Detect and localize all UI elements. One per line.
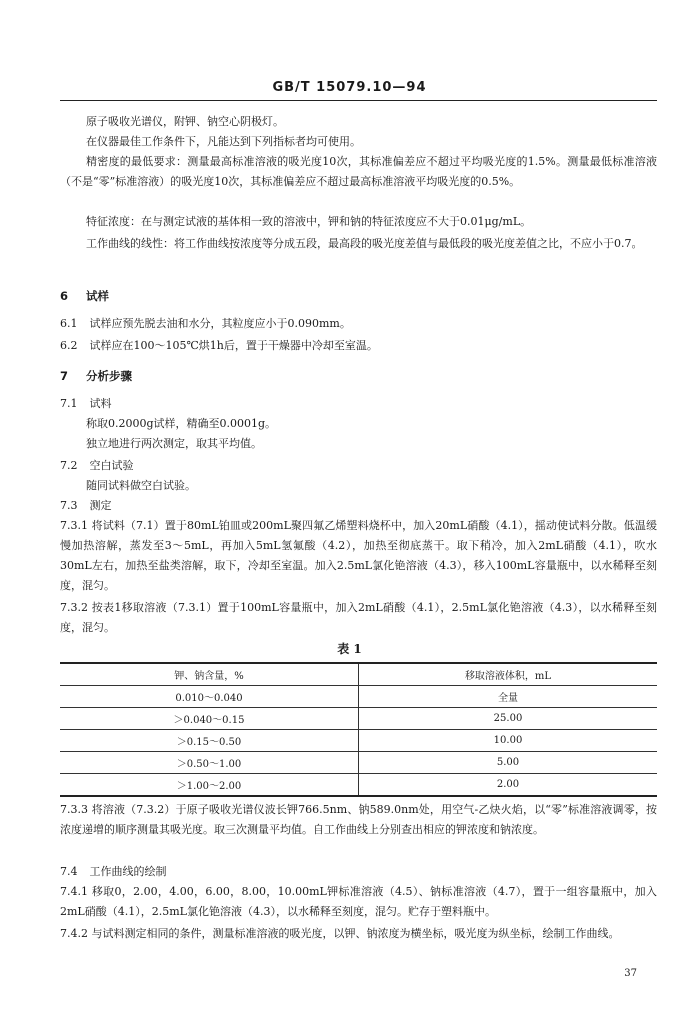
table-caption: 表 1	[337, 642, 362, 656]
table-header-row	[60, 663, 657, 686]
section-7-heading	[60, 366, 132, 386]
table-cell: 全量	[359, 686, 658, 708]
table-cell: ＞0.15～0.50	[60, 730, 359, 752]
table-row	[60, 708, 657, 730]
section-7-1-paragraph-2: 独立地进行两次测定，取其平均值。	[86, 437, 262, 450]
table-cell: 2.00	[359, 774, 658, 797]
table-row	[60, 686, 657, 708]
section-7-2-paragraph: 随同试料做空白试验。	[86, 479, 196, 492]
table-cell: 5.00	[359, 752, 658, 774]
table-cell: 0.010～0.040	[60, 686, 359, 708]
section-7-3-heading: 7.3 测定	[60, 499, 112, 512]
section-7-1-heading: 7.1 试料	[60, 397, 112, 410]
intro-paragraph-5: 工作曲线的线性：将工作曲线按浓度等分成五段，最高段的吸光度差值与最低段的吸光度差值之比，不应小于0.7。	[86, 237, 643, 250]
section-6-heading	[60, 286, 109, 306]
intro-paragraph-1: 原子吸收光谱仪，附钾、钠空心阴极灯。	[86, 115, 284, 128]
table-cell: 10.00	[359, 730, 658, 752]
table-row	[60, 730, 657, 752]
page-number: 37	[624, 968, 637, 979]
table-cell: 25.00	[359, 708, 658, 730]
table-row	[60, 752, 657, 774]
section-6-number: 6	[60, 289, 69, 303]
header-rule	[60, 100, 657, 101]
section-6-2: 6.2 试样应在100～105℃烘1h后，置于干燥器中冷却至室温。	[60, 339, 378, 352]
section-7-number: 7	[60, 369, 69, 383]
intro-paragraph-2: 在仪器最佳工作条件下，凡能达到下列指标者均可使用。	[86, 135, 361, 148]
section-7-title: 分析步骤	[86, 369, 132, 383]
table-row	[60, 774, 657, 797]
section-7-4-1: 7.4.1 移取0，2.00，4.00，6.00，8.00，10.00mL钾标准溶液（4.5）、钠标准溶液（4.7），置于一组容量瓶中，加入2mL硝酸（4.1），2.5mL氯化铯溶液（4.3），以水稀释至刻度，混匀。贮存于塑料瓶中。	[60, 885, 658, 918]
section-6-title: 试样	[86, 289, 109, 303]
intro-paragraph-4: 特征浓度：在与测定试液的基体相一致的溶液中，钾和钠的特征浓度应不大于0.01μg/mL。	[86, 215, 532, 228]
table-header-cell: 移取溶液体积，mL	[359, 663, 658, 686]
section-7-3-1: 7.3.1 将试料（7.1）置于80mL铂皿或200mL聚四氟乙烯塑料烧杯中，加入20mL硝酸（4.1），摇动使试料分散。低温缓慢加热溶解，蒸发至3～5mL，再加入5mL氢氟酸（4.2），加热至彻底蒸干。取下稍冷，加入2mL硝酸（4.1），吹水30mL左右，加热至盐类溶解，取下，冷却至室温。加入2.5mL氯化铯溶液（4.3），移入100mL容量瓶中，以水稀释至刻度，混匀。	[60, 519, 657, 592]
volume-table	[60, 662, 657, 797]
section-7-3-3: 7.3.3 将溶液（7.3.2）于原子吸收光谱仪波长钾766.5nm、钠589.0nm处，用空气-乙炔火焰，以“零”标准溶液调零，按浓度递增的顺序测量其吸光度。取三次测量平均值。自工作曲线上分别查出相应的钾浓度和钠浓度。	[60, 803, 658, 836]
section-6-1: 6.1 试样应预先脱去油和水分，其粒度应小于0.090mm。	[60, 317, 351, 330]
table-cell: ＞0.040～0.15	[60, 708, 359, 730]
section-7-3-2: 7.3.2 按表1移取溶液（7.3.1）置于100mL容量瓶中，加入2mL硝酸（4.1），2.5mL氯化铯溶液（4.3），以水稀释至刻度，混匀。	[60, 601, 658, 634]
section-7-2-heading: 7.2 空白试验	[60, 459, 134, 472]
table-cell: ＞1.00～2.00	[60, 774, 359, 797]
section-7-1-paragraph-1: 称取0.2000g试样，精确至0.0001g。	[86, 417, 277, 430]
table-header-cell: 钾、钠含量，%	[60, 663, 359, 686]
table-cell: ＞0.50～1.00	[60, 752, 359, 774]
section-7-4-2: 7.4.2 与试料测定相同的条件，测量标准溶液的吸光度，以钾、钠浓度为横坐标，吸光度为纵坐标，绘制工作曲线。	[60, 927, 620, 940]
intro-paragraph-3: 精密度的最低要求：测量最高标准溶液的吸光度10次，其标准偏差应不超过平均吸光度的1.5%。测量最低标准溶液（不是“零”标准溶液）的吸光度10次，其标准偏差应不超过最高标准溶液平均吸光度的0.5%。	[60, 155, 657, 188]
section-7-4-heading: 7.4 工作曲线的绘制	[60, 865, 167, 878]
page-header: GB/T 15079.10—94	[272, 80, 427, 95]
